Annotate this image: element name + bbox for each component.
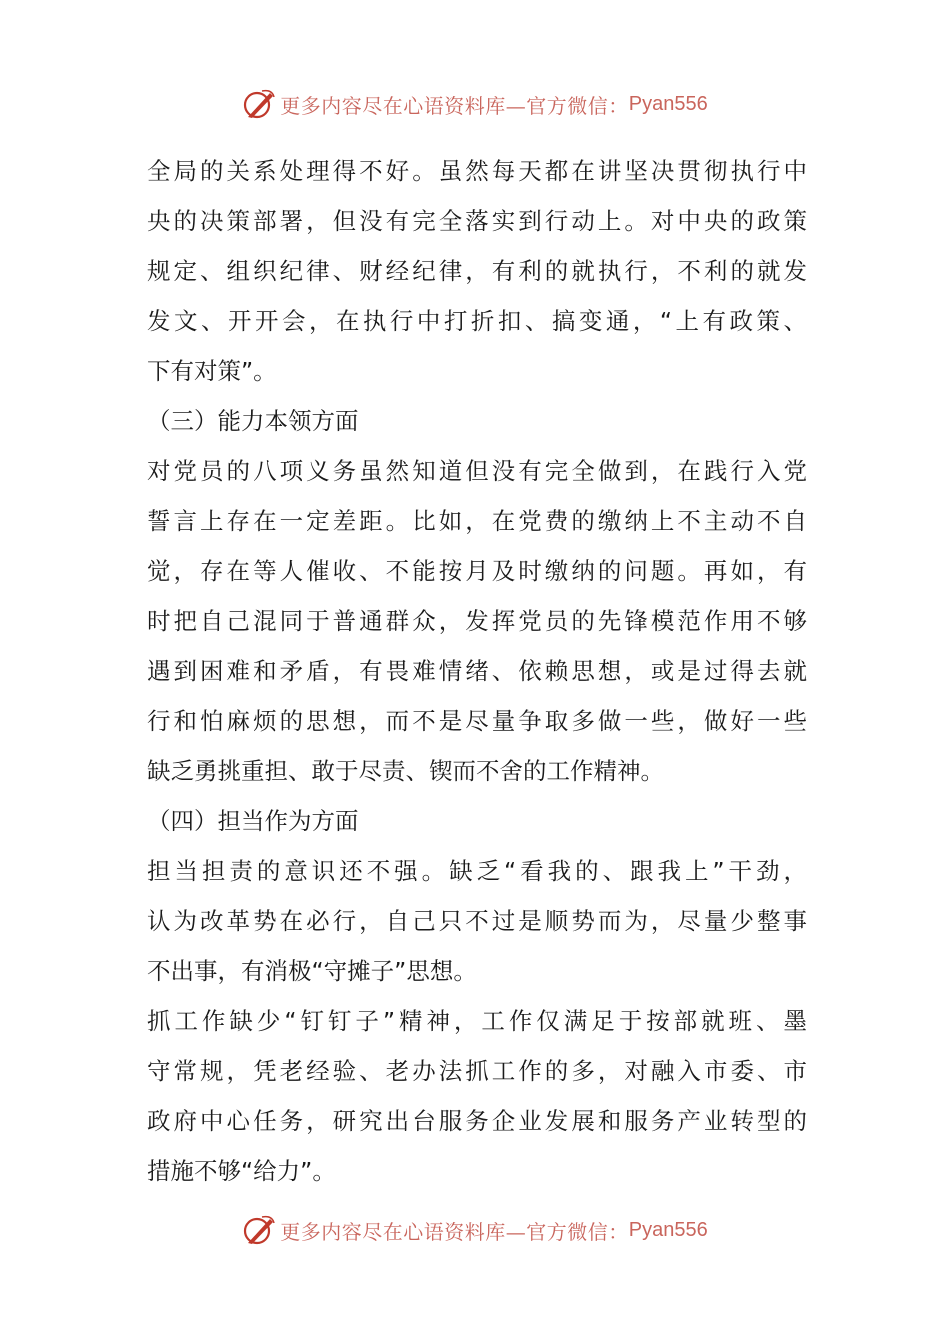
paragraph-line: 规定、组织纪律、财经纪律，有利的就执行，不利的就发 [147, 257, 807, 285]
watermark-text: 更多内容尽在心语资料库—官方微信： [280, 1219, 629, 1244]
footer-watermark [0, 1208, 950, 1252]
paragraph-line: 不出事，有消极“守摊子”思想。 [147, 957, 477, 985]
paragraph-line: 认为改革势在必行，自己只不过是顺势而为，尽量少整事 [147, 907, 807, 935]
paragraph-line: 央的决策部署，但没有完全落实到行动上。对中央的政策 [147, 207, 807, 235]
wechat-id: Pyan556 [628, 1218, 708, 1241]
paragraph-line: 时把自己混同于普通群众，发挥党员的先锋模范作用不够 [147, 607, 807, 635]
section-heading: （四）担当作为方面 [147, 807, 359, 835]
paragraph-line: 全局的关系处理得不好。虽然每天都在讲坚决贯彻执行中 [147, 157, 807, 185]
paragraph-line: 觉，存在等人催收、不能按月及时缴纳的问题。再如，有 [147, 557, 807, 585]
paragraph-line: 誓言上存在一定差距。比如，在党费的缴纳上不主动不自 [147, 507, 807, 535]
document-body [147, 146, 807, 1196]
wechat-id: Pyan556 [628, 92, 708, 115]
paragraph-line: 担当担责的意识还不强。缺乏“看我的、跟我上”干劲， [147, 857, 807, 885]
header-watermark [0, 82, 950, 126]
paragraph-line: 政府中心任务，研究出台服务企业发展和服务产业转型的 [147, 1107, 807, 1135]
paragraph-line: 守常规，凭老经验、老办法抓工作的多，对融入市委、市 [147, 1057, 807, 1085]
paragraph-line: 缺乏勇挑重担、敢于尽责、锲而不舍的工作精神。 [147, 757, 664, 785]
quill-logo-icon [242, 87, 276, 121]
paragraph-line: 对党员的八项义务虽然知道但没有完全做到，在践行入党 [147, 457, 807, 485]
paragraph-line: 下有对策”。 [147, 357, 277, 385]
section-heading: （三）能力本领方面 [147, 407, 359, 435]
paragraph-line: 发文、开开会，在执行中打折扣、搞变通，“上有政策、 [147, 307, 807, 335]
paragraph-line: 遇到困难和矛盾，有畏难情绪、依赖思想，或是过得去就 [147, 657, 807, 685]
quill-logo-icon [242, 1213, 276, 1247]
paragraph-line: 行和怕麻烦的思想，而不是尽量争取多做一些，做好一些 [147, 707, 807, 735]
paragraph-line: 措施不够“给力”。 [147, 1157, 336, 1185]
paragraph-line: 抓工作缺少“钉钉子”精神，工作仅满足于按部就班、墨 [147, 1007, 807, 1035]
watermark-text: 更多内容尽在心语资料库—官方微信： [280, 93, 629, 118]
